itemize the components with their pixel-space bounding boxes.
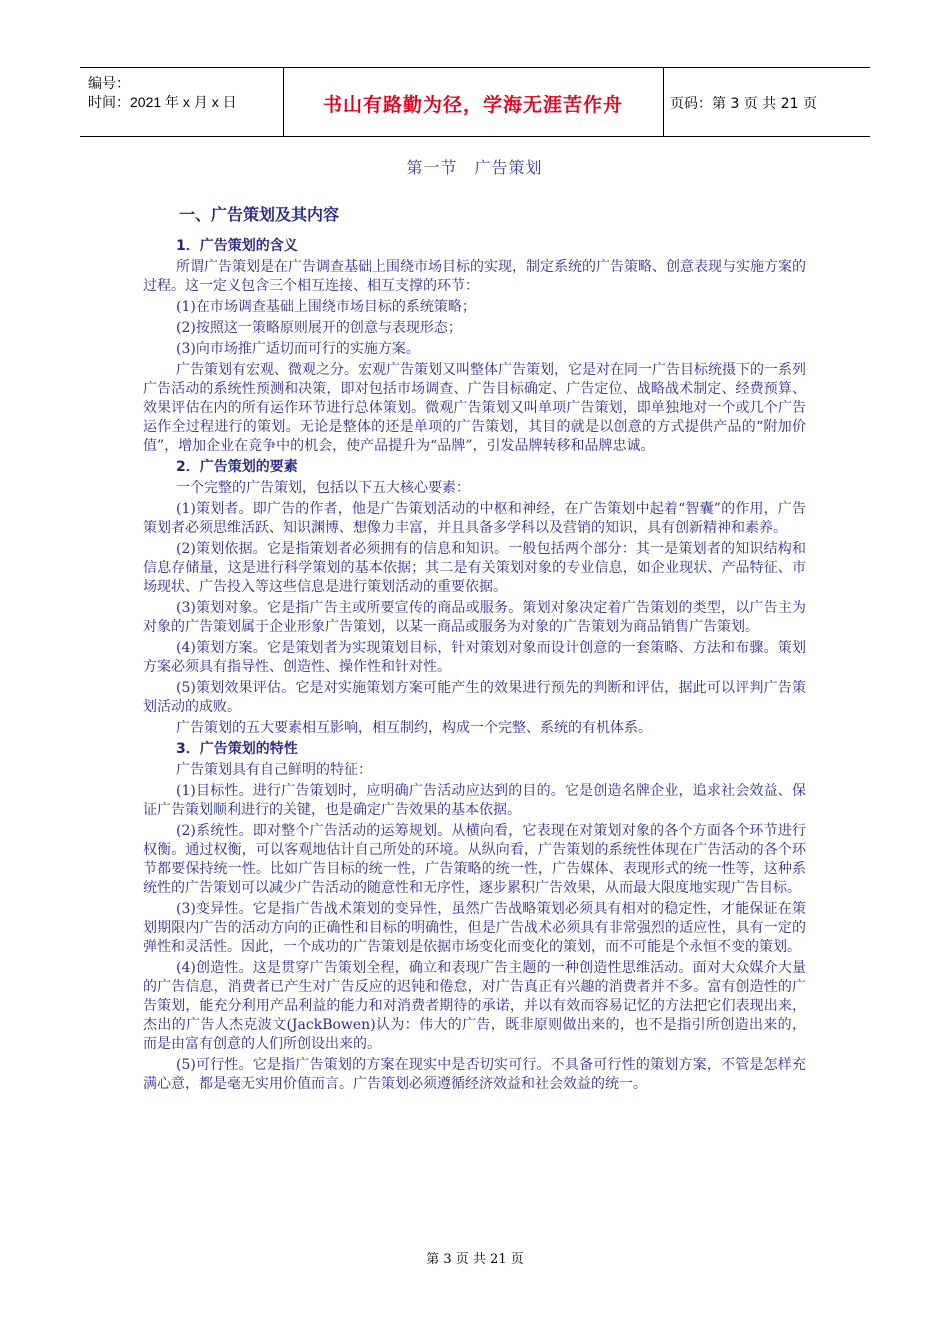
- header-meta: [88, 74, 237, 112]
- paragraph: (5)策划效果评估。它是对实施策划方案可能产生的效果进行预先的判断和评估，据此可以评判广告策划活动的成败。: [143, 680, 806, 715]
- subsection-heading: 1．广告策划的含义: [176, 238, 298, 254]
- page-header: [80, 67, 870, 137]
- paragraph: 一个完整的广告策划，包括以下五大核心要素：: [176, 480, 470, 496]
- paragraph: 广告策划具有自己鲜明的特征：: [176, 762, 372, 778]
- document-body: [143, 155, 806, 1096]
- paragraph: (2)策划依据。它是指策划者必须拥有的信息和知识。一般包括两个部分：其一是策划者的知识结构和信息存储量，这是进行科学策划的基本依据；其二是有关策划对象的专业信息，如企业现状、产品特征、市场现状、广告投入等这些信息是进行策划活动的重要依据。: [143, 541, 806, 595]
- paragraph: (3)变异性。它是指广告战术策划的变异性，虽然广告战略策划必须具有相对的稳定性，才能保证在策划期限内广告的活动方向的正确性和目标的明确性，但是广告战术必须具有非常强烈的适应性，具有一定的弹性和灵活性。因此，一个成功的广告策划是依据市场变化而变化的策划，而不可能是个永恒不变的策划。: [143, 901, 806, 955]
- paragraph: (1)在市场调查基础上围绕市场目标的系统策略；: [176, 299, 476, 315]
- content-blocks: [143, 237, 806, 1094]
- paragraph: 所谓广告策划是在广告调查基础上围绕市场目标的实现，制定系统的广告策略、创意表现与实施方案的过程。这一定义包含三个相互连接、相互支撑的环节：: [143, 259, 806, 294]
- paragraph: (4)策划方案。它是策划者为实现策划目标，针对策划对象而设计创意的一套策略、方法和布骤。策划方案必须具有指导性、创造性、操作性和针对性。: [143, 640, 806, 675]
- header-divider: [663, 68, 664, 136]
- subsection-heading: 2．广告策划的要素: [176, 459, 298, 475]
- paragraph: (1)策划者。即广告的作者，他是广告策划活动的中枢和神经，在广告策划中起着“智囊”的作用，广告策划者必须思维活跃、知识渊博、想像力丰富，并且具备多学科以及营销的知识，具有创新精神和素养。: [143, 501, 806, 536]
- page-footer: 第 3 页 共 21 页: [426, 1252, 524, 1267]
- paragraph: (3)策划对象。它是指广告主或所要宣传的商品或服务。策划对象决定着广告策划的类型，以广告主为对象的广告策划属于企业形象广告策划，以某一商品或服务为对象的广告策划为商品销售广告策划。: [143, 600, 806, 635]
- paragraph: 广告策划的五大要素相互影响，相互制约，构成一个完整、系统的有机体系。: [176, 720, 652, 736]
- paragraph: (4)创造性。这是贯穿广告策划全程，确立和表现广告主题的一种创造性思维活动。面对大众媒介大量的广告信息，消费者已产生对广告反应的迟钝和倦怠，对广告真正有兴趣的消费者并不多。富有创造性的广告策划，能充分利用产品利益的能力和对消费者期待的承诺，并以有效而容易记忆的方法把它们表现出来，杰出的广告人杰克波文(JackBowen)认为：伟大的广告，既非原则做出来的，也不是指引所创造出来的，而是由富有创意的人们所创设出来的。: [143, 960, 806, 1052]
- paragraph: (2)按照这一策略原则展开的创意与表现形态；: [176, 320, 462, 336]
- header-motto: 书山有路勤为径，学海无涯苦作舟: [322, 94, 623, 116]
- paragraph: (5)可行性。它是指广告策划的方案在现实中是否切实可行。不具备可行性的策划方案，不管是怎样充满心意，都是毫无实用价值而言。广告策划必须遵循经济效益和社会效益的统一。: [143, 1057, 806, 1092]
- chapter-heading: 一、广告策划及其内容: [179, 205, 340, 224]
- subsection-heading: 3．广告策划的特性: [176, 741, 298, 757]
- paragraph: (1)目标性。进行广告策划时，应明确广告活动应达到的目的。它是创造名牌企业，追求社会效益、保证广告策划顺利进行的关键，也是确定广告效果的基本依据。: [143, 783, 806, 818]
- paragraph: (2)系统性。即对整个广告活动的运筹规划。从横向看，它表现在对策划对象的各个方面各个环节进行权衡。通过权衡，可以客观地估计自己所处的环境。从纵向看，广告策划的系统性体现在广告活动的各个环节都要保持统一性。比如广告目标的统一性，广告策略的统一性，广告媒体、表现形式的统一性等，这种系统性的广告策划可以减少广告活动的随意性和无序性，逐步累积广告效果，从而最大限度地实现广告目标。: [143, 823, 806, 896]
- header-time: 时间：2021 年 x 月 x 日: [88, 94, 237, 110]
- header-page-info: 页码：第 3 页 共 21 页: [670, 96, 817, 112]
- section-title: 第一节 广告策划: [406, 158, 543, 177]
- header-number: 编号：: [88, 75, 130, 91]
- paragraph: (3)向市场推广适切而可行的实施方案。: [176, 341, 420, 357]
- paragraph: 广告策划有宏观、微观之分。宏观广告策划又叫整体广告策划，它是对在同一广告目标统摄下的一系列广告活动的系统性预测和决策，即对包括市场调查、广告目标确定、广告定位、战略战术制定、经费预算、效果评估在内的所有运作环节进行总体策划。微观广告策划又叫单项广告策划，即单独地对一个或几个广告运作全过程进行的策划。无论是整体的还是单项的广告策划，其目的就是以创意的方式提供产品的“附加价值”，增加企业在竞争中的机会，使产品提升为“品牌”，引发品牌转移和品牌忠诚。: [143, 362, 806, 454]
